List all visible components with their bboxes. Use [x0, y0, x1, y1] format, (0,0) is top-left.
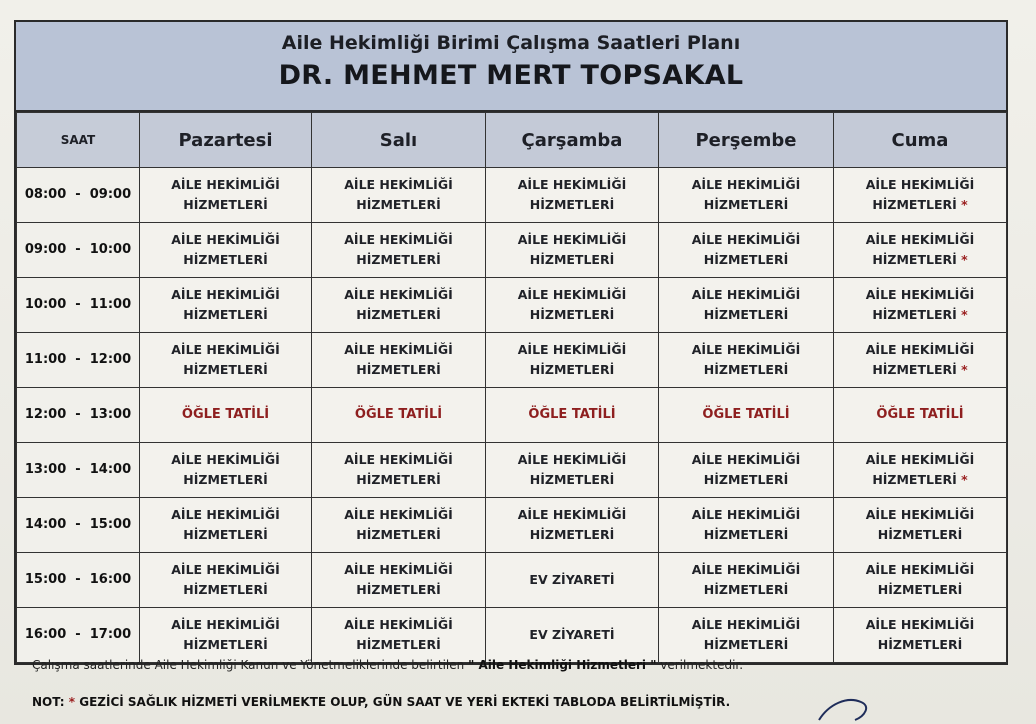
service-label-line2: HİZMETLERİ: [183, 197, 268, 212]
schedule-cell-thursday: [659, 553, 834, 608]
column-header-saat: SAAT: [17, 113, 140, 168]
service-label-line1: AİLE HEKİMLİĞİ: [171, 177, 280, 192]
schedule-cell-tuesday: [312, 498, 486, 553]
service-label-line1: AİLE HEKİMLİĞİ: [691, 287, 801, 302]
lunch-label: ÖĞLE TATİLİ: [702, 407, 790, 422]
service-label-line1: AİLE HEKİMLİĞİ: [691, 562, 801, 577]
column-header-thursday: Perşembe: [659, 113, 834, 168]
service-label-line2: HİZMETLERİ: [183, 362, 268, 377]
service-label-line2: HİZMETLERİ: [703, 472, 789, 487]
table-row: [17, 168, 1007, 223]
service-label-line1: AİLE HEKİMLİĞİ: [171, 452, 280, 467]
service-label-line2: HİZMETLERİ: [872, 472, 957, 487]
lunch-label: ÖĞLE TATİLİ: [354, 407, 443, 422]
schedule-cell-wednesday: [486, 278, 659, 333]
lunch-label: ÖĞLE TATİLİ: [528, 407, 616, 422]
schedule-cell-friday: [834, 278, 1007, 333]
table-row: [17, 553, 1007, 608]
service-label-line2: HİZMETLERİ: [872, 252, 957, 267]
mobile-service-star: *: [961, 307, 968, 322]
schedule-cell-friday: [834, 553, 1007, 608]
service-label-line1: AİLE HEKİMLİĞİ: [344, 562, 453, 577]
schedule-cell-wednesday: [486, 498, 659, 553]
schedule-cell-wednesday: [486, 553, 659, 608]
service-label-line2: HİZMETLERİ: [356, 472, 441, 487]
schedule-cell-friday: [834, 498, 1007, 553]
schedule-cell-monday: [140, 223, 312, 278]
service-label-line2: HİZMETLERİ: [356, 197, 441, 212]
service-label-line1: AİLE HEKİMLİĞİ: [865, 232, 975, 247]
mobile-service-star: *: [961, 472, 968, 487]
service-label-line1: AİLE HEKİMLİĞİ: [344, 507, 453, 522]
home-visit-label: EV ZİYARETİ: [529, 572, 615, 587]
service-label-line2: HİZMETLERİ: [529, 197, 615, 212]
schedule-cell-thursday: [659, 498, 834, 553]
service-label-line1: AİLE HEKİMLİĞİ: [517, 507, 627, 522]
signature-mark: [815, 690, 895, 724]
service-label-line2: HİZMETLERİ: [529, 307, 615, 322]
schedule-cell-friday: [834, 608, 1007, 663]
schedule-cell-friday: [834, 223, 1007, 278]
service-label-line2: HİZMETLERİ: [183, 637, 268, 652]
service-label-line2: HİZMETLERİ: [356, 307, 441, 322]
column-header-friday: Cuma: [834, 113, 1007, 168]
service-label-line2: HİZMETLERİ: [703, 582, 789, 597]
schedule-cell-friday: [834, 168, 1007, 223]
schedule-cell-friday: [834, 443, 1007, 498]
schedule-cell-tuesday: [312, 553, 486, 608]
schedule-cell-monday: [140, 443, 312, 498]
service-label-line2: HİZMETLERİ: [703, 527, 789, 542]
service-label-line1: AİLE HEKİMLİĞİ: [517, 452, 627, 467]
service-label-line1: AİLE HEKİMLİĞİ: [865, 507, 975, 522]
mobile-service-star: *: [961, 252, 968, 267]
schedule-cell-tuesday: [312, 443, 486, 498]
schedule-cell-thursday: [659, 608, 834, 663]
service-label-line2: HİZMETLERİ: [877, 582, 963, 597]
time-slot: 13:00 - 14:00: [17, 443, 140, 498]
schedule-cell-wednesday: [486, 333, 659, 388]
service-label-line2: HİZMETLERİ: [877, 527, 963, 542]
service-label-line1: AİLE HEKİMLİĞİ: [517, 342, 627, 357]
mobile-service-star: *: [961, 362, 968, 377]
service-label-line2: HİZMETLERİ: [877, 637, 963, 652]
service-label-line2: HİZMETLERİ: [703, 362, 789, 377]
table-row: [17, 333, 1007, 388]
service-label-line2: HİZMETLERİ: [529, 527, 615, 542]
schedule-cell-monday: [140, 388, 312, 443]
service-label-line1: AİLE HEKİMLİĞİ: [171, 617, 280, 632]
service-label-line2: HİZMETLERİ: [529, 252, 615, 267]
service-label-line1: AİLE HEKİMLİĞİ: [691, 177, 801, 192]
service-label-line1: AİLE HEKİMLİĞİ: [517, 177, 627, 192]
schedule-cell-monday: [140, 608, 312, 663]
schedule-sheet: [14, 20, 1008, 665]
table-row: [17, 443, 1007, 498]
table-header-row: [17, 113, 1007, 168]
service-label-line1: AİLE HEKİMLİĞİ: [344, 232, 453, 247]
service-label-line1: AİLE HEKİMLİĞİ: [171, 562, 280, 577]
service-label-line1: AİLE HEKİMLİĞİ: [691, 452, 801, 467]
service-label-line2: HİZMETLERİ: [356, 582, 441, 597]
service-label-line1: AİLE HEKİMLİĞİ: [517, 232, 627, 247]
schedule-cell-monday: [140, 553, 312, 608]
time-slot: 11:00 - 12:00: [17, 333, 140, 388]
service-label-line1: AİLE HEKİMLİĞİ: [344, 342, 453, 357]
schedule-cell-thursday: [659, 388, 834, 443]
schedule-cell-tuesday: [312, 608, 486, 663]
schedule-cell-monday: [140, 278, 312, 333]
service-label-line2: HİZMETLERİ: [356, 527, 441, 542]
schedule-cell-wednesday: [486, 223, 659, 278]
note-line-1-bold: " Aile Hekimliği Hizmetleri ": [468, 658, 657, 672]
service-label-line1: AİLE HEKİMLİĞİ: [171, 287, 280, 302]
service-label-line1: AİLE HEKİMLİĞİ: [344, 177, 453, 192]
service-label-line1: AİLE HEKİMLİĞİ: [344, 452, 453, 467]
time-slot: 08:00 - 09:00: [17, 168, 140, 223]
mobile-service-star: *: [961, 197, 968, 212]
schedule-cell-tuesday: [312, 278, 486, 333]
time-slot: 15:00 - 16:00: [17, 553, 140, 608]
time-slot: 14:00 - 15:00: [17, 498, 140, 553]
note-label: NOT:: [32, 695, 65, 709]
doctor-name: DR. MEHMET MERT TOPSAKAL: [278, 60, 744, 91]
service-label-line1: AİLE HEKİMLİĞİ: [691, 342, 801, 357]
schedule-cell-friday: [834, 333, 1007, 388]
table-row: [17, 498, 1007, 553]
service-label-line1: AİLE HEKİMLİĞİ: [691, 507, 801, 522]
time-slot: 16:00 - 17:00: [17, 608, 140, 663]
time-slot: 10:00 - 11:00: [17, 278, 140, 333]
schedule-cell-thursday: [659, 333, 834, 388]
lunch-label: ÖĞLE TATİLİ: [181, 407, 270, 422]
table-row: [17, 388, 1007, 443]
service-label-line2: HİZMETLERİ: [183, 527, 268, 542]
schedule-cell-wednesday: [486, 443, 659, 498]
service-label-line2: HİZMETLERİ: [703, 307, 789, 322]
service-label-line2: HİZMETLERİ: [356, 252, 441, 267]
note-star: *: [68, 695, 76, 709]
schedule-subtitle: Aile Hekimliği Birimi Çalışma Saatleri Planı: [281, 32, 741, 54]
service-label-line2: HİZMETLERİ: [183, 582, 268, 597]
note-line-2-text: GEZİCİ SAĞLIK HİZMETİ VERİLMEKTE OLUP, GÜN SAAT VE YERİ EKTEKİ TABLODA BELİRTİLMİŞTİR.: [75, 695, 731, 709]
schedule-cell-monday: [140, 333, 312, 388]
schedule-cell-monday: [140, 168, 312, 223]
table-row: [17, 608, 1007, 663]
service-label-line1: AİLE HEKİMLİĞİ: [171, 232, 280, 247]
service-label-line2: HİZMETLERİ: [183, 307, 268, 322]
service-label-line1: AİLE HEKİMLİĞİ: [344, 617, 453, 632]
service-label-line2: HİZMETLERİ: [356, 637, 441, 652]
service-label-line1: AİLE HEKİMLİĞİ: [171, 342, 280, 357]
service-label-line2: HİZMETLERİ: [183, 252, 268, 267]
service-label-line1: AİLE HEKİMLİĞİ: [344, 287, 453, 302]
service-label-line2: HİZMETLERİ: [872, 307, 957, 322]
service-label-line2: HİZMETLERİ: [872, 362, 957, 377]
service-label-line2: HİZMETLERİ: [872, 197, 957, 212]
schedule-cell-monday: [140, 498, 312, 553]
schedule-cell-wednesday: [486, 168, 659, 223]
schedule-cell-tuesday: [312, 388, 486, 443]
schedule-cell-wednesday: [486, 608, 659, 663]
note-line-2: [32, 695, 730, 709]
column-header-monday: Pazartesi: [140, 113, 312, 168]
note-line-1-post: verilmektedir.: [656, 658, 744, 672]
note-line-1-pre: Çalışma saatlerinde Aile Hekimliği Kanun ve Yönetmeliklerinde belirtilen: [32, 658, 469, 672]
service-label-line1: AİLE HEKİMLİĞİ: [691, 232, 801, 247]
service-label-line1: AİLE HEKİMLİĞİ: [865, 617, 975, 632]
time-slot: 12:00 - 13:00: [17, 388, 140, 443]
service-label-line2: HİZMETLERİ: [703, 197, 789, 212]
schedule-table: [16, 112, 1007, 663]
table-row: [17, 278, 1007, 333]
schedule-cell-friday: [834, 388, 1007, 443]
schedule-header: [16, 22, 1006, 112]
schedule-cell-thursday: [659, 168, 834, 223]
schedule-cell-thursday: [659, 223, 834, 278]
service-label-line2: HİZMETLERİ: [356, 362, 441, 377]
service-label-line1: AİLE HEKİMLİĞİ: [517, 287, 627, 302]
schedule-cell-wednesday: [486, 388, 659, 443]
home-visit-label: EV ZİYARETİ: [529, 627, 615, 642]
service-label-line2: HİZMETLERİ: [703, 252, 789, 267]
schedule-cell-tuesday: [312, 168, 486, 223]
service-label-line1: AİLE HEKİMLİĞİ: [865, 342, 975, 357]
service-label-line2: HİZMETLERİ: [529, 362, 615, 377]
service-label-line2: HİZMETLERİ: [529, 472, 615, 487]
schedule-body: [17, 168, 1007, 663]
service-label-line1: AİLE HEKİMLİĞİ: [865, 452, 975, 467]
service-label-line1: AİLE HEKİMLİĞİ: [171, 507, 280, 522]
note-line-1: [32, 658, 743, 672]
schedule-cell-tuesday: [312, 333, 486, 388]
schedule-cell-thursday: [659, 443, 834, 498]
column-header-tuesday: Salı: [312, 113, 486, 168]
service-label-line1: AİLE HEKİMLİĞİ: [865, 177, 975, 192]
service-label-line1: AİLE HEKİMLİĞİ: [865, 287, 975, 302]
service-label-line1: AİLE HEKİMLİĞİ: [691, 617, 801, 632]
schedule-cell-tuesday: [312, 223, 486, 278]
schedule-cell-thursday: [659, 278, 834, 333]
service-label-line1: AİLE HEKİMLİĞİ: [865, 562, 975, 577]
lunch-label: ÖĞLE TATİLİ: [876, 407, 964, 422]
service-label-line2: HİZMETLERİ: [183, 472, 268, 487]
time-slot: 09:00 - 10:00: [17, 223, 140, 278]
table-row: [17, 223, 1007, 278]
column-header-wednesday: Çarşamba: [486, 113, 659, 168]
service-label-line2: HİZMETLERİ: [703, 637, 789, 652]
